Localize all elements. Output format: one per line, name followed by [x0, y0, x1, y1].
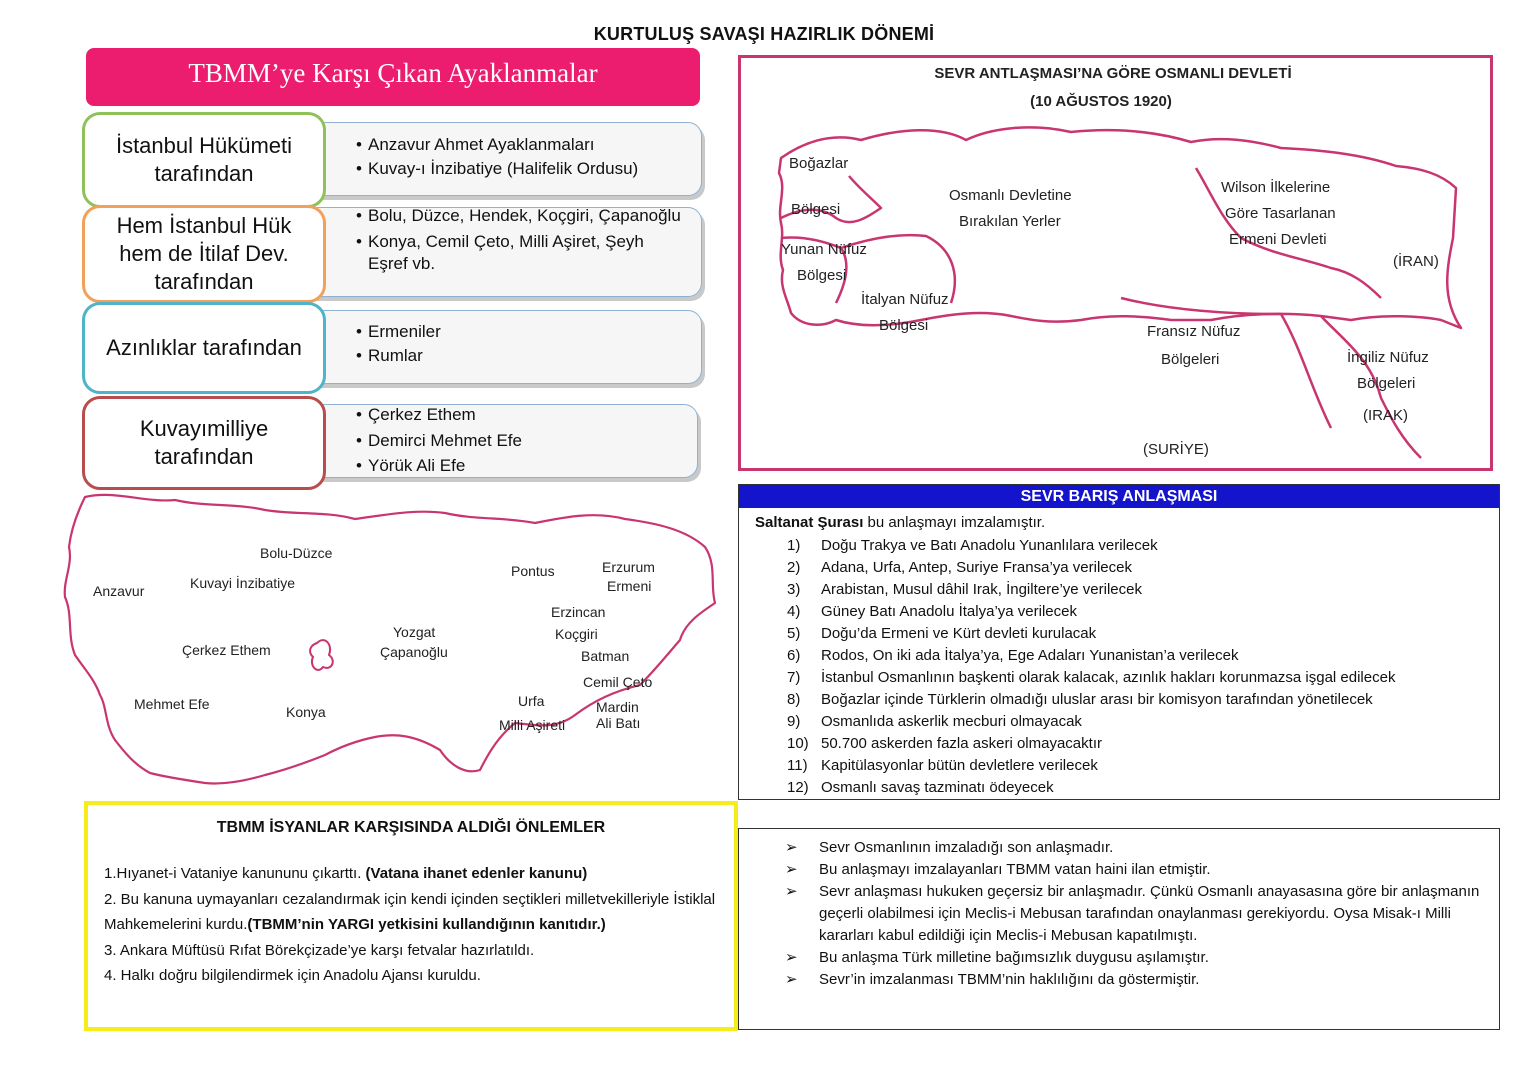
note-text: Bu anlaşmayı imzalayanları TBMM vatan haini ilan etmiştir. [819, 861, 1211, 878]
treaty-item [787, 711, 1395, 733]
note-text: Bu anlaşma Türk milletine bağımsızlık duygusu aşılamıştır. [819, 949, 1209, 966]
measure-bold: (Vatana ihanet edenler kanunu) [365, 865, 588, 882]
treaty-item [787, 645, 1395, 667]
map-label: Bölgesi [797, 267, 847, 284]
map-label: Milli Aşireti [499, 717, 566, 733]
note-item [785, 837, 1485, 859]
arrow-bullet-icon: ➢ [785, 949, 798, 966]
treaty-item-text: Rodos, On iki ada İtalya’ya, Ege Adaları Yunanistan’a verilecek [821, 647, 1239, 664]
map-label: Göre Tasarlanan [1225, 205, 1336, 222]
treaty-item [787, 601, 1395, 623]
note-item [785, 881, 1485, 947]
map-label: Ermeni Devleti [1229, 231, 1327, 248]
treaty-item-number: 4) [787, 603, 801, 620]
treaty-intro [755, 514, 1045, 531]
arrow-bullet-icon: ➢ [785, 883, 798, 900]
lake-tuz [310, 640, 333, 670]
notes-box [738, 828, 1500, 1030]
sevr-map [738, 55, 1493, 471]
treaty-item [787, 667, 1395, 689]
map-label: Boğazlar [789, 155, 849, 172]
measure-number: 1. [104, 865, 117, 882]
category-item: • Ermeniler [356, 320, 441, 344]
category-item: • Rumlar [356, 344, 441, 368]
map-label: Konya [286, 704, 326, 720]
treaty-item-text: Doğu’da Ermeni ve Kürt devleti kurulacak [821, 625, 1097, 642]
treaty-item-number: 6) [787, 647, 801, 664]
treaty-item-number: 1) [787, 537, 801, 554]
sevr-map-title: SEVR ANTLAŞMASI’NA GÖRE OSMANLI DEVLETİ [934, 65, 1292, 82]
treaty-box [738, 484, 1500, 800]
measures-box [84, 801, 738, 1031]
treaty-list [787, 535, 1395, 799]
note-item [785, 947, 1485, 969]
map-label: Erzurum [602, 559, 655, 575]
category-title: İstanbul Hükümeti tarafından [115, 133, 293, 186]
map-label: Fransız Nüfuz [1147, 323, 1241, 340]
turkey-outline [65, 495, 715, 784]
measure-text: 2. Bu kanuna uymayanları cezalandırmak için kendi içinden seçtikleri milletvekilleriyle İstiklal Mahkemelerini kurdu. [104, 890, 716, 933]
category-items-list [356, 320, 441, 368]
treaty-intro-bold: Saltanat Şurası [755, 514, 864, 531]
sevr-map-date: (10 AĞUSTOS 1920) [1030, 93, 1172, 110]
map-label: Urfa [518, 693, 545, 709]
map-label: (IRAK) [1363, 407, 1408, 424]
treaty-item [787, 535, 1395, 557]
treaty-header: SEVR BARIŞ ANLAŞMASI [739, 485, 1499, 508]
note-item [785, 969, 1485, 991]
treaty-item-text: 50.700 askerden fazla askeri olmayacaktır [821, 735, 1102, 752]
map-label: Yunan Nüfuz [781, 241, 867, 258]
measure-item [104, 861, 724, 887]
map-label: Mehmet Efe [134, 696, 210, 712]
treaty-item [787, 689, 1395, 711]
measure-item: 4. Halkı doğru bilgilendirmek için Anadolu Ajansı kuruldu. [104, 967, 481, 984]
treaty-item-number: 8) [787, 691, 801, 708]
category-title-box [82, 396, 326, 490]
category-title: Kuvayımilliye tarafından [139, 416, 269, 469]
map-label: Batman [581, 648, 630, 664]
measures-title: TBMM İSYANLAR KARŞISINDA ALDIĞI ÖNLEMLER [216, 819, 606, 836]
map-label: Wilson İlkelerine [1221, 179, 1331, 196]
map-label: Bölgeleri [1161, 351, 1220, 368]
treaty-item [787, 755, 1395, 777]
map-label: Cemil Çeto [583, 674, 653, 690]
treaty-item-text: Boğazlar içinde Türklerin olmadığı uluslar arası bir komisyon tarafından yönetilecek [821, 691, 1373, 708]
map-label: Osmanlı Devletine [949, 187, 1072, 204]
treaty-item-number: 11) [787, 757, 808, 774]
map-label: Bırakılan Yerler [959, 213, 1061, 230]
treaty-item-text: Güney Batı Anadolu İtalya’ya verilecek [821, 603, 1077, 620]
measure-item [104, 887, 724, 938]
treaty-item-number: 2) [787, 559, 801, 576]
map-label: İtalyan Nüfuz [861, 291, 949, 308]
category-item: • Yörük Ali Efe [356, 453, 522, 479]
map-label: İngiliz Nüfuz [1347, 349, 1429, 366]
measure-bold: (TBMM’nin YARGI yetkisini kullandığının kanıtıdır.) [247, 916, 606, 933]
category-item: • Konya, Cemil Çeto, Milli Aşiret, Şeyh Eşref vb. [356, 231, 686, 275]
treaty-item-text: Adana, Urfa, Antep, Suriye Fransa’ya verilecek [821, 559, 1132, 576]
treaty-item-text: Arabistan, Musul dâhil Irak, İngiltere’ye verilecek [821, 581, 1142, 598]
map-label: Bölgesi [791, 201, 841, 218]
treaty-item-text: İstanbul Osmanlının başkenti olarak kalacak, azınlık hakları korunmazsa işgal edilecek [821, 669, 1396, 686]
treaty-item [787, 733, 1395, 755]
map-label: Pontus [511, 563, 555, 579]
arrow-bullet-icon: ➢ [785, 971, 798, 988]
measure-item: 3. Ankara Müftüsü Rıfat Börekçizade’ye karşı fetvalar hazırlatıldı. [104, 941, 535, 959]
map-label: Çerkez Ethem [182, 642, 271, 658]
treaty-item-text: Osmanlı savaş tazminatı ödeyecek [821, 779, 1054, 796]
category-item: • Anzavur Ahmet Ayaklanmaları [356, 133, 638, 157]
treaty-item-number: 10) [787, 735, 809, 752]
map-label: Kuvayi İnzibatiye [190, 575, 296, 591]
turkey-map-drawing [55, 485, 720, 800]
map-label: Ali Batı [596, 715, 641, 731]
arrow-bullet-icon: ➢ [785, 861, 798, 878]
treaty-item-number: 12) [787, 779, 809, 796]
map-label: Bölgesi [879, 317, 929, 334]
treaty-item [787, 777, 1395, 799]
treaty-item-number: 9) [787, 713, 801, 730]
sevr-map-drawing [741, 58, 1490, 468]
map-label: Ermeni [607, 578, 652, 594]
map-label: Çapanoğlu [380, 644, 448, 660]
treaty-item-text: Kapitülasyonlar bütün devletlere verilecek [821, 757, 1098, 774]
measures-list [104, 861, 724, 989]
treaty-item [787, 623, 1395, 645]
map-label: Yozgat [393, 624, 436, 640]
treaty-item [787, 579, 1395, 601]
page-title: KURTULUŞ SAVAŞI HAZIRLIK DÖNEMİ [593, 24, 935, 44]
note-text: Sevr anlaşması hukuken geçersiz bir anlaşmadır. Çünkü Osmanlı anayasasına göre bir anlaşmanın geçerli olabilmesi için Meclis-i Mebusan tarafından onaylanması gerekiyordu. Oysa Misak-ı Milli kararları kabul edildiği için Meclis-i Mebusan kapatılmıştı. [819, 883, 1480, 944]
treaty-intro-rest: bu anlaşmayı imzalamıştır. [863, 514, 1046, 531]
uprisings-header: TBMM’ye Karşı Çıkan Ayaklanmalar [86, 48, 700, 106]
treaty-item-number: 5) [787, 625, 801, 642]
map-label: Koçgiri [555, 626, 598, 642]
note-item [785, 859, 1485, 881]
notes-list [785, 837, 1485, 991]
arrow-bullet-icon: ➢ [785, 839, 798, 856]
category-item: • Demirci Mehmet Efe [356, 428, 522, 454]
turkey-map [55, 485, 720, 800]
map-label: Mardin [596, 699, 639, 715]
category-title-box [82, 112, 326, 208]
map-label: Bolu-Düzce [260, 545, 333, 561]
treaty-item-text: Osmanlıda askerlik mecburi olmayacak [821, 713, 1082, 730]
treaty-item-number: 7) [787, 669, 801, 686]
category-item: • Kuvay-ı İnzibatiye (Halifelik Ordusu) [356, 157, 638, 181]
category-item: • Çerkez Ethem [356, 402, 522, 428]
note-text: Sevr Osmanlının imzaladığı son anlaşmadır. [819, 839, 1114, 856]
treaty-item [787, 557, 1395, 579]
map-label: (İRAN) [1393, 253, 1439, 270]
category-title: Hem İstanbul Hük hem de İtilaf Dev. tarafından [116, 213, 292, 294]
map-label: Anzavur [93, 583, 145, 599]
map-label: Erzincan [551, 604, 606, 620]
note-text: Sevr’in imzalanması TBMM’nin haklılığını da göstermiştir. [819, 971, 1200, 988]
measure-text: Hıyanet-i Vataniye kanununu çıkarttı. [116, 865, 366, 882]
category-items-list [356, 133, 638, 181]
category-item: • Bolu, Düzce, Hendek, Koçgiri, Çapanoğlu [356, 205, 686, 227]
category-items-list [356, 402, 522, 479]
map-label: (SURİYE) [1143, 441, 1209, 458]
category-title-box [82, 205, 326, 303]
category-title: Azınlıklar tarafından [106, 335, 302, 360]
treaty-item-text: Doğu Trakya ve Batı Anadolu Yunanlılara verilecek [821, 537, 1158, 554]
category-title-box [82, 302, 326, 394]
category-items-list [356, 205, 686, 275]
treaty-item-number: 3) [787, 581, 801, 598]
map-label: Bölgeleri [1357, 375, 1416, 392]
